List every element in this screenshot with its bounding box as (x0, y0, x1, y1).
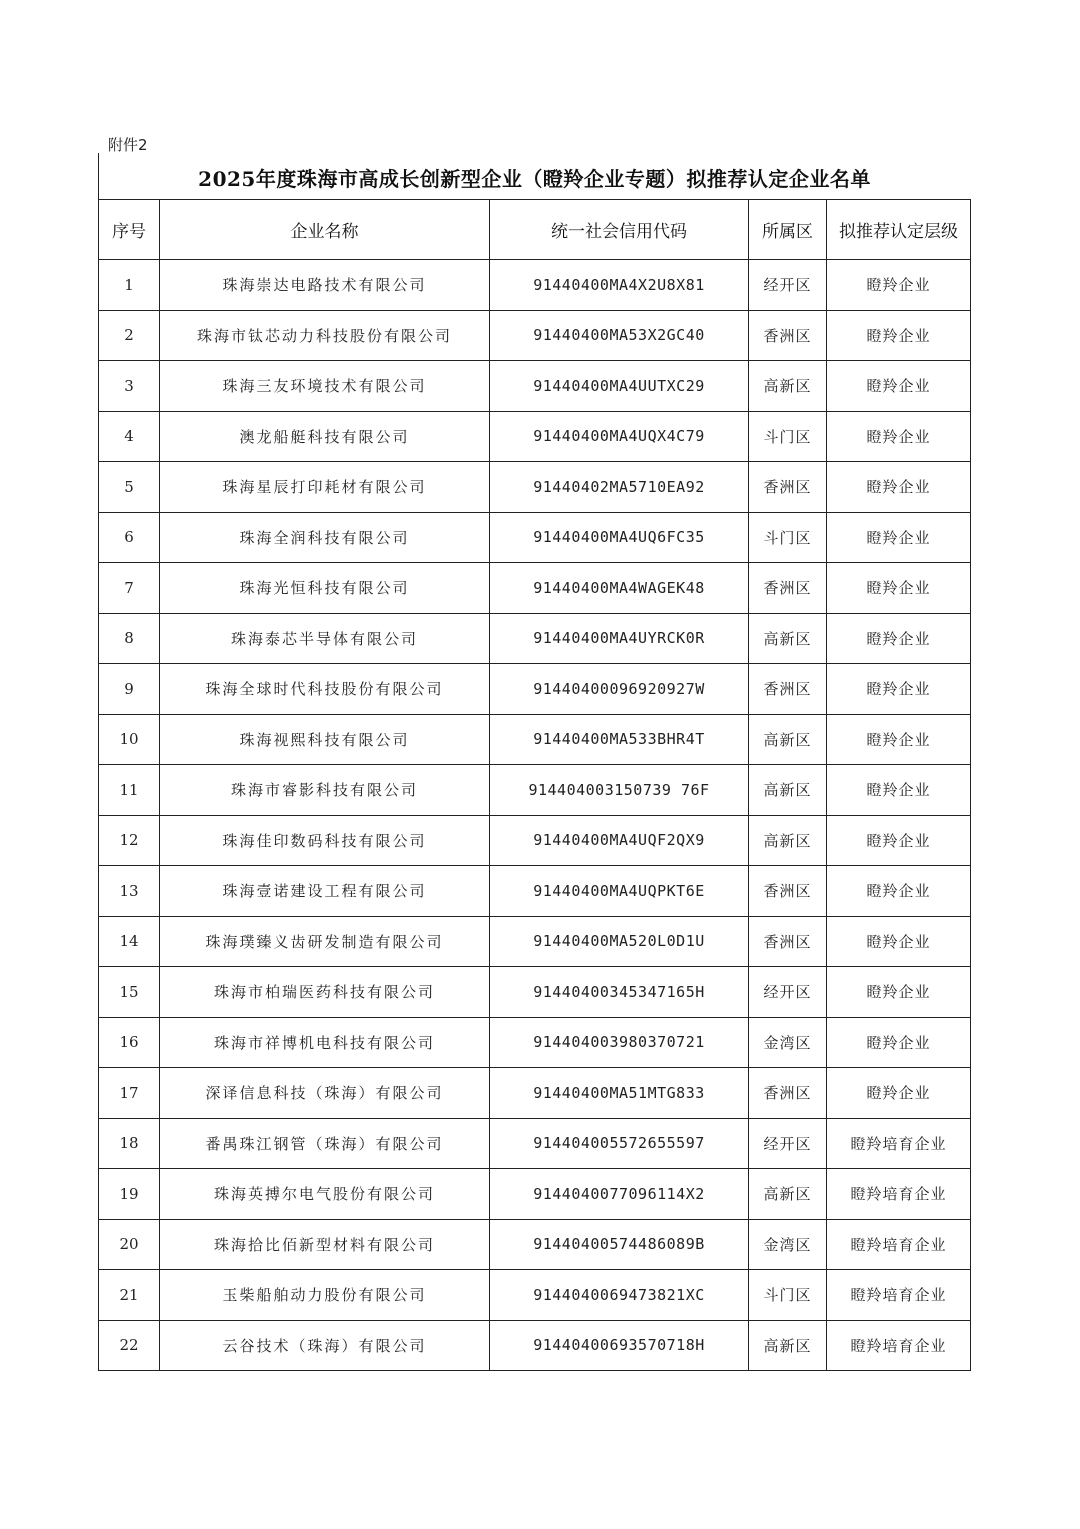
company-name: 珠海市睿影科技有限公司 (160, 765, 490, 816)
district: 香洲区 (749, 664, 827, 715)
credit-code: 91440400MA53X2GC40 (490, 310, 749, 361)
recommended-level: 瞪羚企业 (827, 866, 971, 917)
company-name: 珠海市柏瑞医药科技有限公司 (160, 967, 490, 1018)
credit-code: 91440400MA533BHR4T (490, 714, 749, 765)
row-index: 12 (99, 815, 160, 866)
company-name: 珠海视熙科技有限公司 (160, 714, 490, 765)
district: 香洲区 (749, 866, 827, 917)
attachment-label: 附件2 (108, 136, 148, 154)
district: 高新区 (749, 1320, 827, 1371)
district: 经开区 (749, 967, 827, 1018)
table-row (99, 361, 971, 412)
recommended-level: 瞪羚企业 (827, 462, 971, 513)
company-name: 番禺珠江钢管（珠海）有限公司 (160, 1118, 490, 1169)
recommended-level: 瞪羚企业 (827, 310, 971, 361)
company-name: 珠海崇达电路技术有限公司 (160, 260, 490, 311)
row-index: 7 (99, 563, 160, 614)
district: 高新区 (749, 765, 827, 816)
table-row (99, 866, 971, 917)
table-row (99, 310, 971, 361)
district: 香洲区 (749, 310, 827, 361)
credit-code: 9144040077096114X2 (490, 1169, 749, 1220)
district: 金湾区 (749, 1017, 827, 1068)
table-row (99, 916, 971, 967)
district: 香洲区 (749, 1068, 827, 1119)
table-row (99, 563, 971, 614)
table-row (99, 260, 971, 311)
row-index: 3 (99, 361, 160, 412)
credit-code: 91440400096920927W (490, 664, 749, 715)
recommended-level: 瞪羚企业 (827, 815, 971, 866)
company-name: 澳龙船艇科技有限公司 (160, 411, 490, 462)
table-row (99, 1270, 971, 1321)
credit-code: 91440400MA4UYRCK0R (490, 613, 749, 664)
credit-code: 91440400MA4UQPKT6E (490, 866, 749, 917)
district: 香洲区 (749, 563, 827, 614)
row-index: 1 (99, 260, 160, 311)
row-index: 9 (99, 664, 160, 715)
recommended-level: 瞪羚企业 (827, 411, 971, 462)
district: 经开区 (749, 260, 827, 311)
row-index: 4 (99, 411, 160, 462)
credit-code: 914404005572655597 (490, 1118, 749, 1169)
header-credit-code: 统一社会信用代码 (490, 200, 749, 260)
table-row (99, 613, 971, 664)
district: 金湾区 (749, 1219, 827, 1270)
table-row (99, 1219, 971, 1270)
credit-code: 91440400574486089B (490, 1219, 749, 1270)
table-row (99, 1169, 971, 1220)
recommended-level: 瞪羚培育企业 (827, 1118, 971, 1169)
company-name: 珠海拾比佰新型材料有限公司 (160, 1219, 490, 1270)
row-index: 20 (99, 1219, 160, 1270)
credit-code: 91440400693570718H (490, 1320, 749, 1371)
recommended-level: 瞪羚培育企业 (827, 1219, 971, 1270)
credit-code: 9144040069473821XC (490, 1270, 749, 1321)
district: 香洲区 (749, 462, 827, 513)
credit-code: 91440402MA5710EA92 (490, 462, 749, 513)
credit-code: 91440400MA520L0D1U (490, 916, 749, 967)
header-index: 序号 (99, 200, 160, 260)
row-index: 5 (99, 462, 160, 513)
district: 斗门区 (749, 512, 827, 563)
row-index: 10 (99, 714, 160, 765)
credit-code: 91440400MA4X2U8X81 (490, 260, 749, 311)
recommended-level: 瞪羚企业 (827, 765, 971, 816)
row-index: 13 (99, 866, 160, 917)
row-index: 2 (99, 310, 160, 361)
row-index: 16 (99, 1017, 160, 1068)
table-row (99, 512, 971, 563)
credit-code: 91440400MA4UUTXC29 (490, 361, 749, 412)
row-index: 19 (99, 1169, 160, 1220)
district: 高新区 (749, 613, 827, 664)
row-index: 11 (99, 765, 160, 816)
recommended-level: 瞪羚企业 (827, 1017, 971, 1068)
credit-code: 91440400MA4UQX4C79 (490, 411, 749, 462)
credit-code: 91440400MA4WAGEK48 (490, 563, 749, 614)
recommended-level: 瞪羚企业 (827, 563, 971, 614)
table-row (99, 765, 971, 816)
table-row (99, 1068, 971, 1119)
district: 高新区 (749, 815, 827, 866)
district: 高新区 (749, 1169, 827, 1220)
row-index: 15 (99, 967, 160, 1018)
row-index: 14 (99, 916, 160, 967)
table-row (99, 1118, 971, 1169)
recommended-level: 瞪羚培育企业 (827, 1320, 971, 1371)
district: 经开区 (749, 1118, 827, 1169)
row-index: 8 (99, 613, 160, 664)
table-row (99, 462, 971, 513)
company-name: 玉柴船舶动力股份有限公司 (160, 1270, 490, 1321)
table-row (99, 714, 971, 765)
district: 斗门区 (749, 1270, 827, 1321)
table-header-row (99, 200, 971, 260)
row-index: 22 (99, 1320, 160, 1371)
credit-code: 91440400MA4UQF2QX9 (490, 815, 749, 866)
district: 香洲区 (749, 916, 827, 967)
company-name: 珠海市祥博机电科技有限公司 (160, 1017, 490, 1068)
row-index: 18 (99, 1118, 160, 1169)
recommended-level: 瞪羚企业 (827, 1068, 971, 1119)
credit-code: 91440400MA51MTG833 (490, 1068, 749, 1119)
row-index: 6 (99, 512, 160, 563)
company-name: 云谷技术（珠海）有限公司 (160, 1320, 490, 1371)
table-row (99, 1017, 971, 1068)
company-name: 珠海星辰打印耗材有限公司 (160, 462, 490, 513)
credit-code: 914404003980370721 (490, 1017, 749, 1068)
district: 斗门区 (749, 411, 827, 462)
company-name: 深译信息科技（珠海）有限公司 (160, 1068, 490, 1119)
district: 高新区 (749, 361, 827, 412)
company-name: 珠海光恒科技有限公司 (160, 563, 490, 614)
company-name: 珠海全球时代科技股份有限公司 (160, 664, 490, 715)
title-box (98, 153, 970, 199)
company-name: 珠海壹诺建设工程有限公司 (160, 866, 490, 917)
company-name: 珠海全润科技有限公司 (160, 512, 490, 563)
recommended-level: 瞪羚企业 (827, 714, 971, 765)
header-level: 拟推荐认定层级 (827, 200, 971, 260)
table-row (99, 411, 971, 462)
header-company-name: 企业名称 (160, 200, 490, 260)
recommended-level: 瞪羚企业 (827, 260, 971, 311)
table-row (99, 1320, 971, 1371)
company-list-table (98, 199, 971, 1371)
table-row (99, 967, 971, 1018)
table-row (99, 664, 971, 715)
company-name: 珠海泰芯半导体有限公司 (160, 613, 490, 664)
company-name: 珠海市钛芯动力科技股份有限公司 (160, 310, 490, 361)
district: 高新区 (749, 714, 827, 765)
recommended-level: 瞪羚培育企业 (827, 1270, 971, 1321)
recommended-level: 瞪羚企业 (827, 916, 971, 967)
recommended-level: 瞪羚企业 (827, 664, 971, 715)
company-name: 珠海璞臻义齿研发制造有限公司 (160, 916, 490, 967)
recommended-level: 瞪羚培育企业 (827, 1169, 971, 1220)
company-name: 珠海三友环境技术有限公司 (160, 361, 490, 412)
recommended-level: 瞪羚企业 (827, 512, 971, 563)
company-name: 珠海佳印数码科技有限公司 (160, 815, 490, 866)
row-index: 17 (99, 1068, 160, 1119)
credit-code: 91440400MA4UQ6FC35 (490, 512, 749, 563)
company-name: 珠海英搏尔电气股份有限公司 (160, 1169, 490, 1220)
credit-code: 914404003150739 76F (490, 765, 749, 816)
recommended-level: 瞪羚企业 (827, 361, 971, 412)
row-index: 21 (99, 1270, 160, 1321)
table-row (99, 815, 971, 866)
recommended-level: 瞪羚企业 (827, 613, 971, 664)
recommended-level: 瞪羚企业 (827, 967, 971, 1018)
header-district: 所属区 (749, 200, 827, 260)
document-title: 2025年度珠海市高成长创新型企业（瞪羚企业专题）拟推荐认定企业名单 (198, 167, 871, 191)
credit-code: 91440400345347165H (490, 967, 749, 1018)
